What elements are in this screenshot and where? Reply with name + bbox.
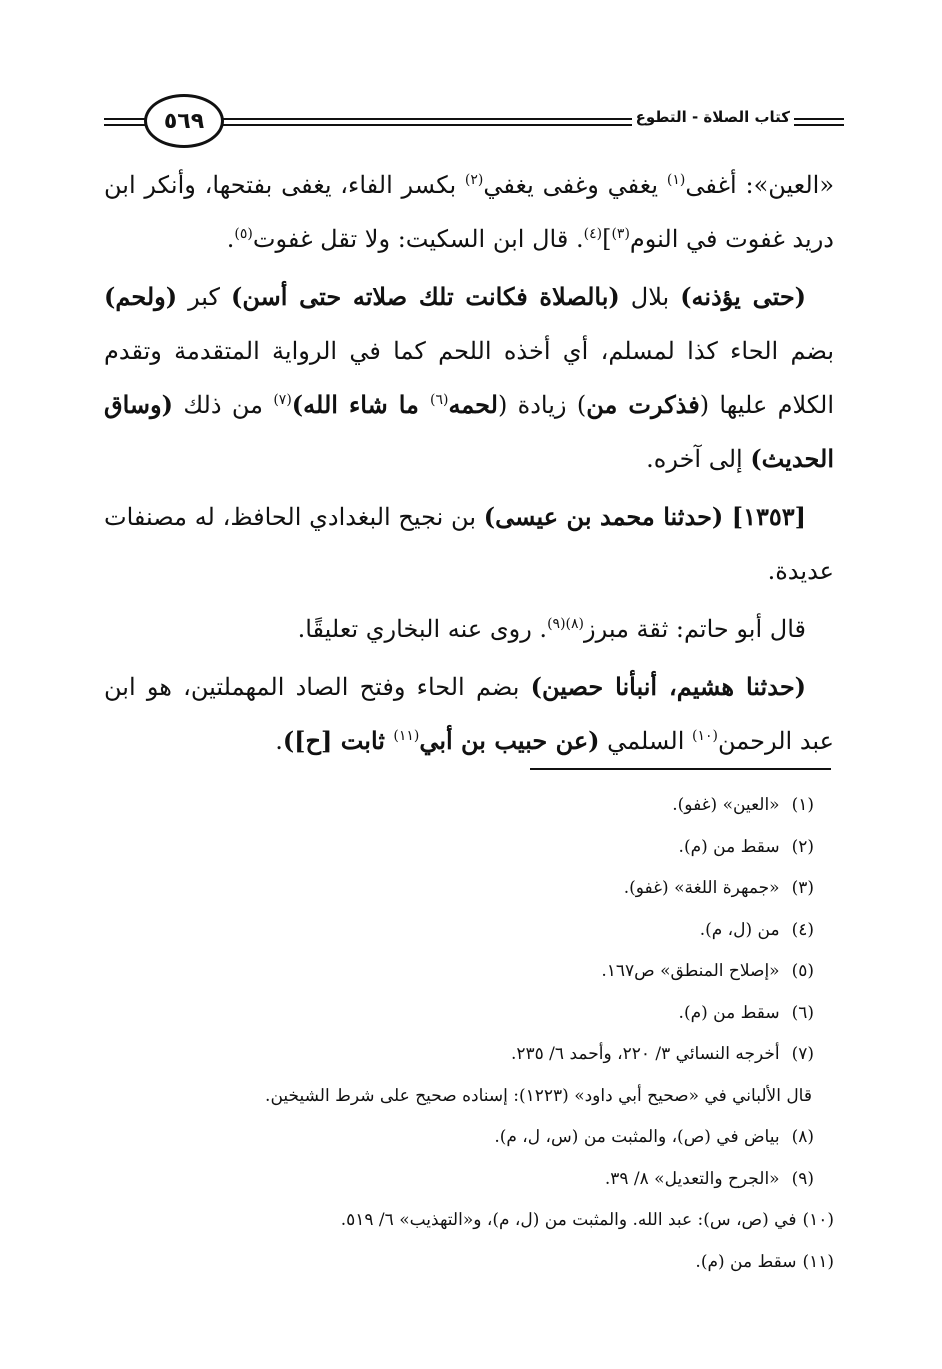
page-header bbox=[104, 94, 834, 146]
text-run: . قال ابن السكيت: ولا تقل غفوت bbox=[252, 225, 584, 253]
footnote bbox=[104, 827, 834, 869]
footnote-separator bbox=[530, 768, 831, 770]
quoted-text: لحمه bbox=[448, 390, 498, 419]
footnote-number: (٦) bbox=[791, 1002, 814, 1023]
paragraph bbox=[104, 490, 834, 598]
text-run: قال أبو حاتم: ثقة مبرز bbox=[584, 615, 806, 643]
footnote-ref: (٥) bbox=[234, 226, 253, 242]
text-run: كبر bbox=[177, 283, 231, 311]
footnotes bbox=[104, 785, 834, 1283]
footnote-text: بياض في (ص)، والمثبت من (س، ل، م). bbox=[494, 1127, 780, 1147]
text-run: بكسر الفاء، يغفى بفتحها، وأنكر ابن دريد غفوت في النوم bbox=[104, 171, 834, 253]
footnote bbox=[104, 951, 834, 993]
footnote-number: (٧) bbox=[791, 1044, 814, 1064]
footnote-number: (٥) bbox=[791, 961, 814, 981]
running-title: كتاب الصلاة - التطوع bbox=[632, 108, 794, 126]
paragraph bbox=[104, 158, 834, 266]
quoted-text: (بالصلاة فكانت تلك صلاته حتى أسن) bbox=[230, 282, 620, 311]
text-run: إلى آخره. bbox=[646, 445, 751, 473]
quoted-text: فذكرت من bbox=[586, 390, 700, 419]
footnote-number: (٣) bbox=[791, 878, 814, 898]
footnote-number: (٢) bbox=[791, 836, 814, 857]
footnote-ref: (١٠) bbox=[692, 728, 718, 744]
text-run: . bbox=[226, 225, 235, 253]
footnote-text: أخرجه النسائي ٣/ ٢٢٠، وأحمد ٦/ ٢٣٥. bbox=[510, 1044, 780, 1064]
footnote-number: (١٠) bbox=[802, 1210, 834, 1230]
quoted-text: (حدثنا هشيم، أنبأنا حصين) bbox=[530, 672, 807, 701]
footnote-text: سقط من (م). bbox=[678, 1002, 780, 1023]
paragraph bbox=[104, 270, 834, 486]
footnote-continuation bbox=[104, 1076, 834, 1118]
footnote-text: سقط من (م). bbox=[678, 836, 780, 857]
footnote-text: قال الألباني في «صحيح أبي داود» (١٢٢٣): إسناده صحيح على شرط الشيخين. bbox=[265, 1085, 812, 1106]
footnote-ref: (٢) bbox=[464, 172, 484, 188]
quoted-text: ثابت [ح]) bbox=[282, 726, 394, 755]
text-run: بلال bbox=[619, 283, 681, 311]
footnote-number: (٩) bbox=[791, 1168, 814, 1189]
quoted-text: (وساق الحديث) bbox=[104, 390, 834, 473]
footnote-number: (٤) bbox=[791, 919, 814, 940]
text-run: بضم الحاء كذا لمسلم، أي أخذه اللحم كما في الرواية المتقدمة وتقدم الكلام عليها ( bbox=[104, 337, 835, 419]
text-run: ] bbox=[602, 225, 612, 253]
footnote-text: «إصلاح المنطق» ص١٦٧. bbox=[601, 961, 780, 981]
page-number: ٥٦٩ bbox=[144, 94, 224, 148]
footnote bbox=[104, 910, 834, 952]
quoted-text: (ولحم) bbox=[104, 282, 178, 311]
footnote-ref: (٤) bbox=[583, 226, 603, 242]
quoted-text: (عن حبيب بن أبي bbox=[419, 726, 600, 755]
footnote-number: (١) bbox=[791, 795, 814, 815]
paragraph bbox=[104, 602, 834, 656]
footnote bbox=[104, 1200, 834, 1242]
footnote-ref: (٨)(٩) bbox=[547, 616, 584, 632]
footnote-text: في (ص، س): عبد الله. والمثبت من (ل، م)، و«التهذيب» ٦/ ٥١٩. bbox=[340, 1210, 797, 1230]
footnote-ref: (١) bbox=[666, 172, 686, 188]
footnote-ref: (٧) bbox=[273, 392, 292, 408]
hadith-heading: [١٣٥٣] (حدثنا محمد بن عيسى) bbox=[483, 502, 807, 531]
text-run: «العين»: أغفى bbox=[685, 171, 835, 199]
paragraph bbox=[104, 660, 834, 768]
footnote-text: «جمهرة اللغة» (غفو). bbox=[623, 878, 780, 898]
footnote bbox=[104, 1242, 834, 1284]
text-run: السلمي bbox=[599, 727, 693, 755]
footnote bbox=[104, 1159, 834, 1201]
text-run: من ذلك bbox=[173, 391, 274, 419]
footnote bbox=[104, 1117, 834, 1159]
quoted-text: (حتى يؤذنه) bbox=[680, 282, 807, 311]
main-text bbox=[104, 158, 834, 768]
footnote-text: «العين» (غفو). bbox=[672, 795, 780, 815]
footnote-text: من (ل، م). bbox=[699, 919, 780, 940]
text-run: يغفي وغفى يغفي bbox=[483, 171, 667, 199]
footnote-ref: (٦) bbox=[429, 392, 449, 408]
footnote bbox=[104, 868, 834, 910]
text-run: . روى عنه البخاري تعليقًا. bbox=[297, 615, 548, 643]
text-run: ) زيادة ( bbox=[497, 391, 587, 419]
footnote bbox=[104, 1034, 834, 1076]
text-run: . bbox=[275, 727, 283, 755]
footnote-text: سقط من (م). bbox=[695, 1251, 797, 1272]
footnote bbox=[104, 785, 834, 827]
text-run: بن نجيح البغدادي الحافظ، له مصنفات عديدة. bbox=[104, 503, 834, 585]
text-run: بضم الحاء وفتح الصاد المهملتين، هو ابن عبد الرحمن bbox=[104, 673, 834, 755]
footnote-number: (١١) bbox=[802, 1251, 834, 1272]
footnote-ref: (١١) bbox=[393, 728, 420, 744]
footnote bbox=[104, 993, 834, 1035]
footnote-number: (٨) bbox=[791, 1127, 814, 1147]
quoted-text: ما شاء الله) bbox=[291, 390, 430, 419]
footnote-text: «الجرح والتعديل» ٨/ ٣٩. bbox=[604, 1168, 780, 1189]
footnote-ref: (٣) bbox=[611, 226, 630, 242]
